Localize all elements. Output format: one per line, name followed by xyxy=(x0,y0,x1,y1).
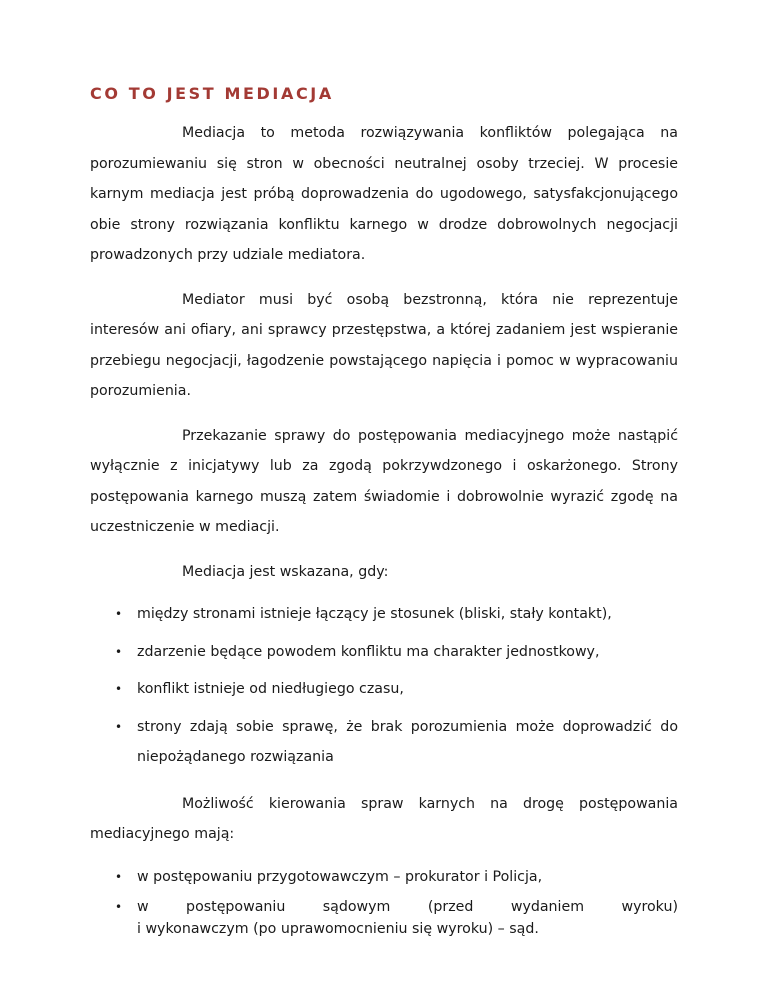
list-item-text-line-2: i wykonawczym (po uprawomocnieniu się wyroku) – sąd. xyxy=(137,921,539,937)
indications-list xyxy=(90,599,678,773)
list-item xyxy=(90,599,678,630)
list-item xyxy=(90,896,678,940)
bullet-icon: • xyxy=(115,900,123,914)
bullet-icon: • xyxy=(115,682,123,696)
bullet-icon: • xyxy=(115,719,123,734)
referrers-list xyxy=(90,862,678,941)
bullet-icon: • xyxy=(115,869,123,884)
bullet-icon: • xyxy=(115,644,123,659)
paragraph-mediator: Mediator musi być osobą bezstronną, która nie reprezentuje interesów ani ofiary, ani sprawcy przestępstwa, a której zadaniem jest wspieranie przebiegu negocjacji, łagodzenie powstającego napięcia i pomoc w wypracowaniu porozumienia. xyxy=(90,291,678,399)
bullet-icon: • xyxy=(115,607,123,621)
list-item-text-line-1: w postępowaniu sądowym (przed wydaniem wyroku) xyxy=(137,899,678,915)
list-item xyxy=(90,637,678,668)
paragraph-indications-intro: Mediacja jest wskazana, gdy: xyxy=(182,563,389,580)
list-item-text: zdarzenie będące powodem konfliktu ma charakter jednostkowy, xyxy=(137,643,600,660)
list-item-text: strony zdają sobie sprawę, że brak porozumienia może doprowadzić do niepożądanego rozwiązania xyxy=(137,718,678,765)
document-title: CO TO JEST MEDIACJA xyxy=(90,84,334,103)
list-item xyxy=(90,712,678,773)
list-item-text: w postępowaniu przygotowawczym – prokurator i Policja, xyxy=(137,868,543,885)
list-item xyxy=(90,862,678,893)
document-page xyxy=(90,82,678,956)
list-item-text: konflikt istnieje od niedługiego czasu, xyxy=(137,681,404,697)
paragraph-consent: Przekazanie sprawy do postępowania mediacyjnego może nastąpić wyłącznie z inicjatywy lub za zgodą pokrzywdzonego i oskarżonego. Strony postępowania karnego muszą zatem świadomie i dobrowolnie wyrazić zgodę na uczestniczenie w mediacji. xyxy=(90,427,678,535)
paragraph-referral-intro: Możliwość kierowania spraw karnych na drogę postępowania mediacyjnego mają: xyxy=(90,795,678,842)
list-item-text: między stronami istnieje łączący je stosunek (bliski, stały kontakt), xyxy=(137,606,612,622)
paragraph-definition: Mediacja to metoda rozwiązywania konfliktów polegająca na porozumiewaniu się stron w obecności neutralnej osoby trzeciej. W procesie karnym mediacja jest próbą doprowadzenia do ugodowego, satysfakcjonującego obie strony rozwiązania konfliktu karnego w drodze dobrowolnych negocjacji prowadzonych przy udziale mediatora. xyxy=(90,125,678,263)
list-item xyxy=(90,674,678,705)
